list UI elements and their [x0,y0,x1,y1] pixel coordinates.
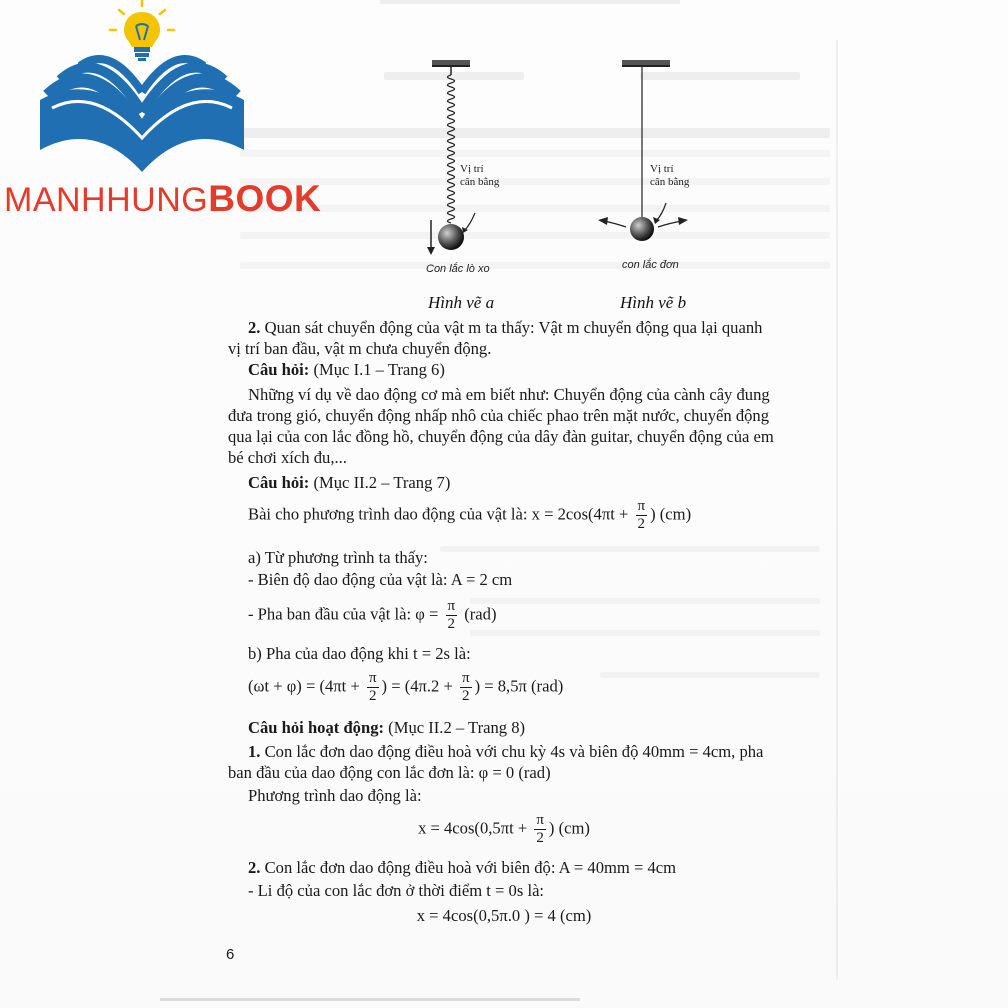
initial-phase-line [248,598,496,633]
fraction-pi-over-2 [446,598,458,633]
figure-a-caption: Hình vẽ a [428,293,495,312]
spring-label-line1: Vị trí [460,163,484,175]
equation-text: (rad) [460,604,497,624]
part-a-line: a) Từ phương trình ta thấy: [248,548,428,567]
pendulum-label-line2: cân bằng [650,176,690,188]
question-heading-1 [248,360,445,380]
activity-2-line1 [248,858,676,878]
amplitude-line: - Biên độ dao động của vật là: A = 2 cm [248,570,513,589]
answer-1-line4: bé chơi xích đu,... [228,448,347,467]
activity-1-line3: Phương trình dao động là: [248,786,422,805]
question-reference: (Mục II.2 – Trang 8) [384,718,526,737]
item-number: 1. [248,742,261,761]
spring-equilibrium-label [460,163,499,189]
equation-2 [248,670,563,705]
part-b-line: b) Pha của dao động khi t = 2s là: [248,644,471,663]
answer-1-line3: qua lại của con lắc đồng hồ, chuyển động của dây đàn guitar, chuyển động của em [228,427,774,446]
bleed-through-text [470,598,820,604]
fraction-denominator: 2 [447,616,456,632]
question-label: Câu hỏi: [248,473,310,492]
activity-2-line2: - Li độ của con lắc đơn ở thời điểm t = 0s là: [248,881,545,900]
text: Quan sát chuyển động của vật m ta thấy: Vật m chuyển động qua lại quanh [260,318,763,337]
equation-text: ) = 8,5π (rad) [474,676,564,696]
equation-text: (ωt + φ) = (4πt + [248,676,364,696]
pendulum-figure [400,55,760,315]
fraction-pi-over-2 [534,812,546,847]
scan-artifact [160,998,580,1001]
pendulum-label-line1: Vị trí [650,163,674,175]
open-book-icon [0,0,300,180]
bleed-through-text [440,546,820,552]
spring-pendulum-caption: Con lắc lò xo [426,263,490,275]
question-label: Câu hỏi hoạt động: [248,718,385,737]
logo-text-book: BOOK [208,178,322,219]
manhhung-book-logo [0,0,322,230]
question-reference: (Mục II.2 – Trang 7) [309,473,451,492]
simple-pendulum-caption: con lắc đơn [622,259,679,271]
scan-artifact [380,0,680,4]
logo-wordmark [4,178,321,220]
question-heading-2 [248,473,450,493]
spring-pendulum-icon [427,60,475,255]
fraction-denominator: 2 [368,688,377,704]
answer-1-line2: đưa trong gió, chuyển động nhấp nhô của chiếc phao trên mặt nước, chuyển động [228,406,770,425]
fraction-numerator: π [536,812,544,828]
text: Con lắc đơn dao động điều hoà với biên độ: A = 40mm = 4cm [260,858,677,877]
activity-1-line1 [248,742,763,762]
pendulum-equilibrium-label [650,163,689,189]
equation-text: x = 4cos(0,5πt + [418,818,532,838]
item-number: 2. [248,318,261,337]
activity-1-line2: ban đầu của dao động con lắc đơn là: φ = 0 (rad) [228,763,551,782]
fraction-numerator: π [637,498,646,514]
page-number: 6 [226,946,235,963]
equation-1 [248,498,691,533]
fraction-pi-over-2 [367,670,379,705]
fraction-denominator: 2 [536,830,544,846]
figure-b-caption: Hình vẽ b [620,293,687,312]
bleed-through-text [600,672,820,678]
answer-1-line1: Những ví dụ về dao động cơ mà em biết như: Chuyển động của cành cây đung [248,385,770,404]
equation-text: - Pha ban đầu của vật là: φ = [248,604,443,624]
item-number: 2. [248,858,261,877]
fraction-denominator: 2 [462,688,470,704]
simple-pendulum-icon [598,60,688,241]
fraction-pi-over-2 [636,498,648,533]
fraction-pi-over-2 [460,670,472,705]
bleed-through-text [470,630,820,636]
equation-4: x = 4cos(0,5π.0 ) = 4 (cm) [416,906,592,925]
logo-text-manhhung: MANHHUNG [4,181,209,219]
equation-text: ) (cm) [650,504,692,524]
question-reference: (Mục I.1 – Trang 6) [309,360,445,379]
spring-label-line2: cân bằng [460,176,500,188]
fraction-numerator: π [447,598,456,614]
lightbulb-icon [110,0,174,61]
text: Con lắc đơn dao động điều hoà với chu kỳ 4s và biên độ 40mm = 4cm, pha [260,742,764,761]
equation-text: ) (cm) [548,818,590,838]
fraction-denominator: 2 [637,516,646,532]
equation-text: ) = (4π.2 + [381,676,457,696]
question-heading-3 [248,718,525,738]
question-label: Câu hỏi: [248,360,310,379]
fraction-numerator: π [368,670,377,686]
paragraph-2-line2: vị trí ban đầu, vật m chưa chuyển động. [228,339,492,358]
equation-3 [0,812,1008,847]
spring-and-pendulum-drawing [400,55,760,285]
equation-text: Bài cho phương trình dao động của vật là: x = 2cos(4πt + [248,504,633,524]
fraction-numerator: π [462,670,470,686]
paragraph-2-line1 [248,318,762,338]
